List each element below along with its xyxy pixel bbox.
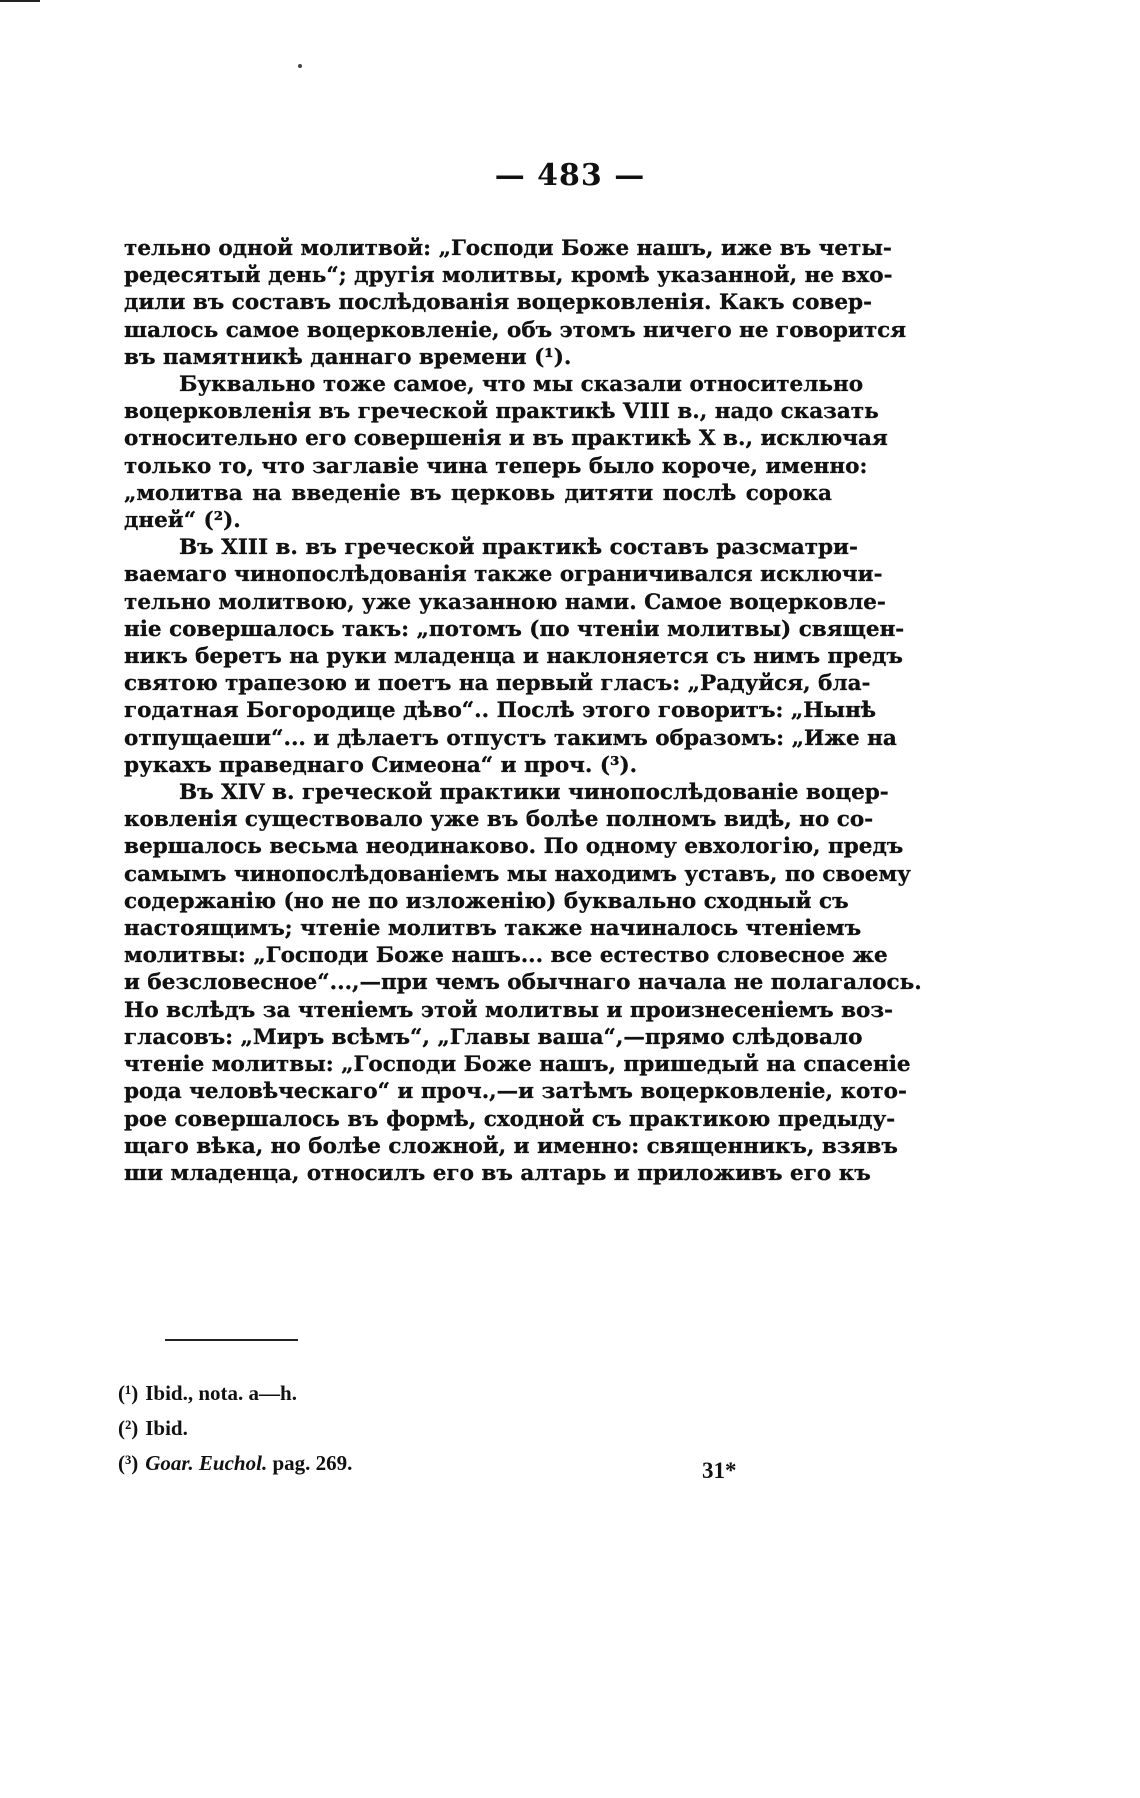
text-line: ваемаго чинопослѣдованія также ограничивался исключи- — [124, 562, 883, 588]
footnote-text: Ibid., nota. a—h. — [145, 1381, 297, 1405]
paragraph-3 — [124, 534, 905, 779]
printer-signature-mark: 31* — [702, 1458, 737, 1483]
footnote-text: Ibid. — [145, 1416, 188, 1440]
text-line: никъ беретъ на руки младенца и наклоняется съ нимъ предъ — [124, 644, 903, 670]
footnote-mark: (¹) — [118, 1381, 139, 1405]
text-line: святою трапезою и поетъ на первый гласъ: „Радуйся, бла- — [124, 671, 871, 697]
text-line: Но вслѣдъ за чтеніемъ этой молитвы и произнесеніемъ воз- — [124, 997, 894, 1023]
text-line: относительно его совершенія и въ практикѣ X в., исключая — [124, 426, 888, 452]
text-line: редесятый день“; другія молитвы, кромѣ указанной, не вхо- — [124, 263, 893, 289]
body-text — [124, 235, 922, 1187]
text-line: содержанію (но не по изложенію) буквально сходный съ — [124, 888, 849, 914]
text-line: годатная Богородице дѣво“.. Послѣ этого говоритъ: „Нынѣ — [124, 698, 876, 724]
text-line: воцерковленія въ греческой практикѣ VIII в., надо сказать — [124, 399, 879, 425]
ink-speck — [298, 64, 302, 68]
page-number: — 483 — — [494, 158, 646, 193]
text-line: Въ XIV в. греческой практики чинопослѣдованіе воцер- — [179, 780, 889, 806]
footnote-mark: (³) — [118, 1451, 139, 1475]
text-line: „молитва на введеніе въ церковь дитяти послѣ сорока — [124, 480, 832, 506]
footnote-3 — [118, 1446, 352, 1481]
text-line: рода человѣческаго“ и проч.,—и затѣмъ воцерковленіе, кото- — [124, 1079, 907, 1105]
footnote-mark: (²) — [118, 1416, 139, 1440]
text-line: дней“ (²). — [124, 508, 241, 534]
footnote-divider — [165, 1339, 298, 1341]
text-line: ши младенца, относилъ его въ алтарь и приложивъ его къ — [124, 1160, 871, 1186]
text-line: тельно молитвою, уже указанною нами. Самое воцерковле- — [124, 589, 886, 615]
text-line: рое совершалось въ формѣ, сходной съ практикою предыду- — [124, 1106, 896, 1132]
paragraph-2 — [124, 371, 888, 534]
text-line: щаго вѣка, но болѣе сложной, и именно: священникъ, взявъ — [124, 1133, 898, 1159]
text-line: вершалось весьма неодинаково. По одному евхологію, предъ — [124, 834, 904, 860]
text-line: дили въ составъ послѣдованія воцерковленія. Какъ совер- — [124, 290, 873, 316]
footnotes — [118, 1376, 352, 1481]
text-line: гласовъ: „Миръ всѣмъ“, „Главы ваша“,—прямо слѣдовало — [124, 1024, 863, 1050]
text-line: чтеніе молитвы: „Господи Боже нашъ, пришедый на спасеніе — [124, 1052, 911, 1078]
footnote-text: pag. 269. — [272, 1451, 353, 1475]
text-line: рукахъ праведнаго Симеона“ и проч. (³). — [124, 752, 638, 778]
text-line: Буквально тоже самое, что мы сказали относительно — [179, 372, 864, 398]
text-line: только то, что заглавіе чина теперь было короче, именно: — [124, 453, 868, 479]
footnote-2 — [118, 1411, 352, 1446]
text-line: самымъ чинопослѣдованіемъ мы находимъ уставъ, по своему — [124, 861, 911, 887]
text-line: тельно одной молитвой: „Господи Боже нашъ, иже въ четы- — [124, 236, 892, 261]
text-line: шалось самое воцерковленіе, объ этомъ ничего не говорится — [124, 317, 907, 343]
paragraph-4 — [124, 779, 922, 1187]
footnote-1 — [118, 1376, 352, 1411]
text-line: настоящимъ; чтеніе молитвъ также начиналось чтеніемъ — [124, 916, 862, 942]
text-line: Въ XIII в. въ греческой практикѣ составъ разсматри- — [179, 535, 858, 561]
paragraph-1 — [124, 235, 907, 371]
text-line: и безсловесное“...,—при чемъ обычнаго начала не полагалось. — [124, 970, 922, 996]
page-corner-mark — [0, 0, 40, 2]
footnote-source: Goar. Euchol. — [145, 1451, 268, 1475]
text-line: отпущаеши“... и дѣлаетъ отпустъ такимъ образомъ: „Иже на — [124, 725, 897, 751]
text-line: молитвы: „Господи Боже нашъ... все естество словесное же — [124, 943, 888, 969]
text-line: ніе совершалось такъ: „потомъ (по чтеніи молитвы) священ- — [124, 616, 905, 642]
text-line: ковленія существовало уже въ болѣе полномъ видѣ, но со- — [124, 807, 874, 833]
text-line: въ памятникѣ даннаго времени (¹). — [124, 344, 572, 370]
